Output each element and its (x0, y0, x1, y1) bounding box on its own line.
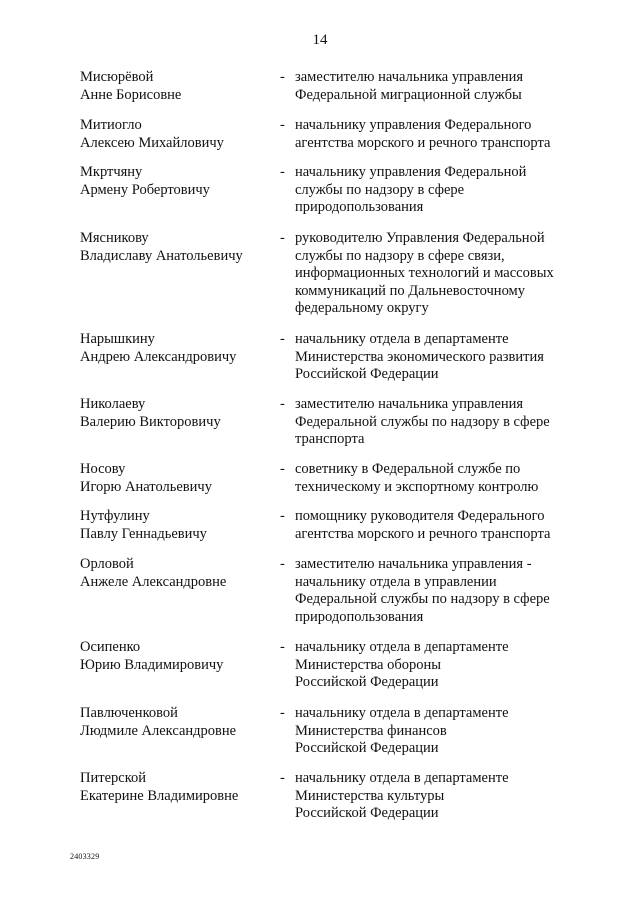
person-position: начальнику отдела в департаменте Министерства обороны Российской Федерации (295, 639, 509, 690)
person-name: Носову Игорю Анатольевичу (80, 461, 212, 495)
person-position: советнику в Федеральной службе по техническому и экспортному контролю (295, 461, 539, 495)
person-name: Осипенко Юрию Владимировичу (80, 639, 224, 673)
separator-dash: - (280, 164, 285, 180)
person-name: Павлюченковой Людмиле Александровне (80, 705, 237, 739)
separator-dash: - (280, 639, 285, 655)
person-name: Питерской Екатерине Владимировне (80, 770, 239, 804)
person-position: начальнику управления Федерального агентства морского и речного транспорта (295, 117, 551, 151)
document-code: 2403329 (70, 852, 100, 861)
person-position: начальнику отдела в департаменте Министерства экономического развития Российской Федерации (295, 331, 544, 382)
person-name: Мясникову Владиславу Анатольевичу (80, 230, 243, 264)
person-position: заместителю начальника управления - начальнику отдела в управлении Федеральной службы по надзору в сфере природопользования (295, 556, 550, 625)
person-name: Николаеву Валерию Викторовичу (80, 396, 221, 430)
person-name: Орловой Анжеле Александровне (80, 556, 227, 590)
separator-dash: - (280, 461, 285, 477)
person-name: Митиогло Алексею Михайловичу (80, 117, 224, 151)
person-position: начальнику отдела в департаменте Министерства финансов Российской Федерации (295, 705, 509, 756)
separator-dash: - (280, 556, 285, 572)
person-name: Нутфулину Павлу Геннадьевичу (80, 508, 207, 542)
separator-dash: - (280, 396, 285, 412)
person-position: начальнику отдела в департаменте Министерства культуры Российской Федерации (295, 770, 509, 821)
separator-dash: - (280, 117, 285, 133)
person-name: Мкртчяну Армену Робертовичу (80, 164, 210, 198)
person-name: Мисюрёвой Анне Борисовне (80, 69, 182, 103)
person-position: помощнику руководителя Федерального агентства морского и речного транспорта (295, 508, 551, 542)
separator-dash: - (280, 508, 285, 524)
separator-dash: - (280, 770, 285, 786)
separator-dash: - (280, 331, 285, 347)
person-name: Нарышкину Андрею Александровичу (80, 331, 237, 365)
person-position: заместителю начальника управления Федеральной службы по надзору в сфере транспорта (295, 396, 550, 447)
separator-dash: - (280, 705, 285, 721)
separator-dash: - (280, 69, 285, 85)
person-position: начальнику управления Федеральной службы по надзору в сфере природопользования (295, 164, 527, 215)
page-number: 14 (312, 32, 328, 48)
person-position: заместителю начальника управления Федеральной миграционной службы (295, 69, 524, 103)
person-position: руководителю Управления Федеральной службы по надзору в сфере связи, информационных технологий и массовых коммуникаций по Дальневосточному федеральному округу (295, 230, 554, 316)
separator-dash: - (280, 230, 285, 246)
